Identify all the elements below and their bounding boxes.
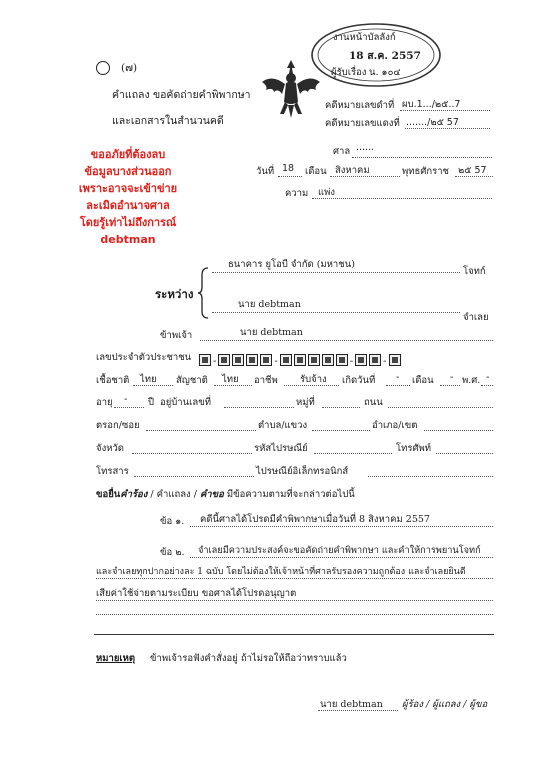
id-digit-box	[308, 354, 320, 366]
disclaimer-line: ละเมิดอำนาจศาล	[86, 199, 170, 212]
matter-dots	[312, 198, 492, 199]
date-label: วันที่	[256, 166, 275, 177]
item1-label: ข้อ ๑.	[160, 516, 185, 527]
fax-dots	[134, 476, 254, 477]
item2-label: ข้อ ๒.	[160, 547, 185, 558]
race-value: ไทย	[140, 374, 157, 385]
age-label: อายุ	[96, 397, 113, 408]
request-type-request: คำขอ	[199, 489, 224, 500]
plaintiff-name: ธนาคาร ยูโอบี จำกัด (มหาชน)	[228, 259, 355, 270]
stamp-date: 18 ส.ค. 2557	[349, 50, 421, 62]
district-dots	[424, 430, 493, 431]
born-month-label: เดือน	[412, 375, 434, 386]
item2-line3: เสียค่าใช้จ่ายตามระเบียบ ขอศาลได้โปรดอนุญาต	[96, 588, 297, 599]
applicant-label: ข้าพเจ้า	[160, 330, 193, 341]
request-type-statement: คำแถลง	[156, 489, 191, 500]
disclaimer-line: เพราะอาจจะเข้าข่าย	[78, 182, 178, 195]
province-label: จังหวัด	[96, 443, 124, 454]
occupation-dots	[284, 385, 339, 386]
postcode-dots	[314, 453, 392, 454]
signer-name: นาย debtman	[320, 699, 383, 710]
form-title-line2: และเอกสารในสำนวนคดี	[112, 115, 224, 127]
plaintiff-dots	[212, 272, 460, 273]
defendant-label: จำเลย	[463, 312, 489, 323]
born-year-label: พ.ศ.	[462, 375, 481, 386]
request-intro-suffix: มีข้อความตามที่จะกล่าวต่อไปนี้	[226, 489, 355, 500]
soi-dots	[146, 430, 256, 431]
date-month-dots	[330, 176, 400, 177]
id-digit-box	[369, 354, 381, 366]
red-case-label: คดีหมายเลขแดงที่	[325, 118, 400, 129]
born-year-dots	[481, 385, 493, 386]
id-digit-box	[199, 354, 211, 366]
age-unit: ปี	[148, 397, 155, 408]
id-digit-box	[355, 354, 367, 366]
phone-dots	[436, 453, 493, 454]
black-case-label: คดีหมายเลขดำที่	[325, 100, 395, 111]
item1-text: คดีนี้ศาลได้โปรดมีคำพิพากษาเมื่อวันที่ 8 สิงหาคม 2557	[200, 514, 430, 525]
born-day-dots	[386, 385, 410, 386]
road-label: ถนน	[364, 397, 383, 408]
fax-label: โทรสาร	[96, 466, 129, 477]
item2-line3-dots	[96, 600, 493, 601]
disclaimer-line: debtman	[100, 233, 156, 246]
disclaimer-line: ข้อมูลบางส่วนออก	[84, 165, 172, 178]
disclaimer-line: ขออภัยที่ต้องลบ	[90, 148, 166, 161]
court-dots	[352, 157, 492, 158]
item1-dots	[190, 526, 493, 527]
id-digit-box	[260, 354, 272, 366]
form-title-line1: คำแถลง ขอคัดถ่ายคำพิพากษา	[112, 89, 251, 101]
form-number: (๗)	[121, 62, 138, 74]
occupation-value: รับจ้าง	[300, 374, 327, 385]
nationality-value: ไทย	[222, 374, 239, 385]
born-year: -	[486, 372, 490, 383]
born-day: -	[396, 372, 400, 383]
province-dots	[132, 453, 252, 454]
black-case-value: ผบ.1.../๒๕..7	[402, 99, 461, 110]
item2-line1: จำเลยมีความประสงค์จะขอคัดถ่ายคำพิพากษา และคำให้การพยานโจทก์	[198, 545, 481, 556]
moo-label: หมู่ที่	[296, 397, 315, 408]
born-month: -	[450, 372, 454, 383]
email-label: ไปรษณีย์อิเล็กทรอนิกส์	[256, 466, 349, 477]
court-value: ......	[356, 142, 375, 153]
red-case-dots	[405, 128, 490, 129]
defendant-name: นาย debtman	[238, 299, 301, 310]
id-digit-box	[389, 354, 401, 366]
red-case-value: ......./๒๕ 57	[406, 117, 459, 128]
age-dots	[114, 407, 144, 408]
stamp-line3: ผู้รับเรื่อง	[331, 67, 367, 78]
date-day: 18	[282, 163, 295, 174]
disclaimer-note	[38, 146, 218, 248]
applicant-dots	[200, 340, 493, 341]
black-case-dots	[400, 110, 490, 111]
matter-label: ความ	[285, 188, 309, 199]
matter-value: แพ่ง	[318, 187, 336, 198]
postcode-label: รหัสไปรษณีย์	[254, 443, 308, 454]
date-year: ๒๕ 57	[458, 165, 487, 176]
id-digit-box	[280, 354, 292, 366]
section-divider	[94, 634, 494, 635]
nationality-label: สัญชาติ	[176, 375, 208, 386]
subdistrict-label: ตำบล/แขวง	[258, 420, 308, 431]
email-dots	[368, 476, 493, 477]
request-intro: ขอยื่นคำร้อง / คำแถลง / คำขอ มีข้อความตามที่จะกล่าวต่อไปนี้	[96, 489, 355, 500]
signer-roles: ผู้ร้อง / ผู้แถลง / ผู้ขอ	[402, 699, 488, 710]
age-value: -	[124, 394, 128, 405]
id-number-boxes: - - - -	[198, 349, 402, 368]
id-digit-box	[218, 354, 230, 366]
disclaimer-line: โดยรู้เท่าไม่ถึงการณ์	[79, 216, 177, 229]
road-dots	[388, 407, 493, 408]
date-month: สิงหาคม	[335, 165, 370, 176]
request-intro-prefix: ขอยื่น	[96, 489, 121, 500]
brace-icon	[197, 267, 209, 319]
year-label: พุทธศักราช	[402, 166, 449, 177]
born-month-dots	[440, 385, 460, 386]
request-type-petition: คำร้อง	[120, 489, 148, 500]
id-digit-box	[336, 354, 348, 366]
blank-line-dots	[96, 614, 493, 615]
received-stamp	[309, 22, 443, 88]
race-label: เชื้อชาติ	[96, 375, 130, 386]
plaintiff-label: โจทก์	[463, 266, 486, 277]
date-day-dots	[278, 176, 302, 177]
id-label: เลขประจำตัวประชาชน	[96, 352, 192, 363]
item2-line1-dots	[190, 557, 493, 558]
court-label: ศาล	[333, 146, 351, 157]
between-label: ระหว่าง	[155, 287, 194, 301]
stamp-line4: น. ๑๐๔	[369, 67, 401, 78]
nationality-dots	[214, 385, 252, 386]
date-year-dots	[455, 176, 493, 177]
born-label: เกิดวันที่	[342, 375, 376, 386]
applicant-name: นาย debtman	[240, 327, 303, 338]
id-digit-box	[322, 354, 334, 366]
item2-line2: และจำเลยทุกปากอย่างละ 1 ฉบับ โดยไม่ต้องให้เจ้าหน้าที่ศาลรับรองความถูกต้อง และจำเลยยินดี	[96, 567, 466, 577]
race-dots	[133, 385, 173, 386]
option-circle	[96, 61, 110, 75]
soi-label: ตรอก/ซอย	[96, 420, 140, 431]
note-text: ข้าพเจ้ารอฟังคำสั่งอยู่ ถ้าไม่รอให้ถือว่าทราบแล้ว	[150, 653, 347, 664]
stamp-line1: งานหน้าบัลลังก์	[333, 32, 396, 43]
phone-label: โทรศัพท์	[396, 443, 432, 454]
id-digit-box	[232, 354, 244, 366]
house-no-dots	[224, 407, 294, 408]
house-no-label: อยู่บ้านเลขที่	[160, 397, 211, 408]
note-label: หมายเหตุ	[96, 653, 136, 664]
month-label: เดือน	[305, 166, 327, 177]
district-label: อำเภอ/เขต	[372, 420, 418, 431]
moo-dots	[322, 407, 360, 408]
id-digit-box	[246, 354, 258, 366]
id-digit-box	[294, 354, 306, 366]
item2-line2-dots	[96, 578, 493, 579]
subdistrict-dots	[312, 430, 370, 431]
occupation-label: อาชีพ	[254, 375, 278, 386]
signature-dots	[318, 710, 398, 711]
defendant-dots	[212, 312, 460, 313]
